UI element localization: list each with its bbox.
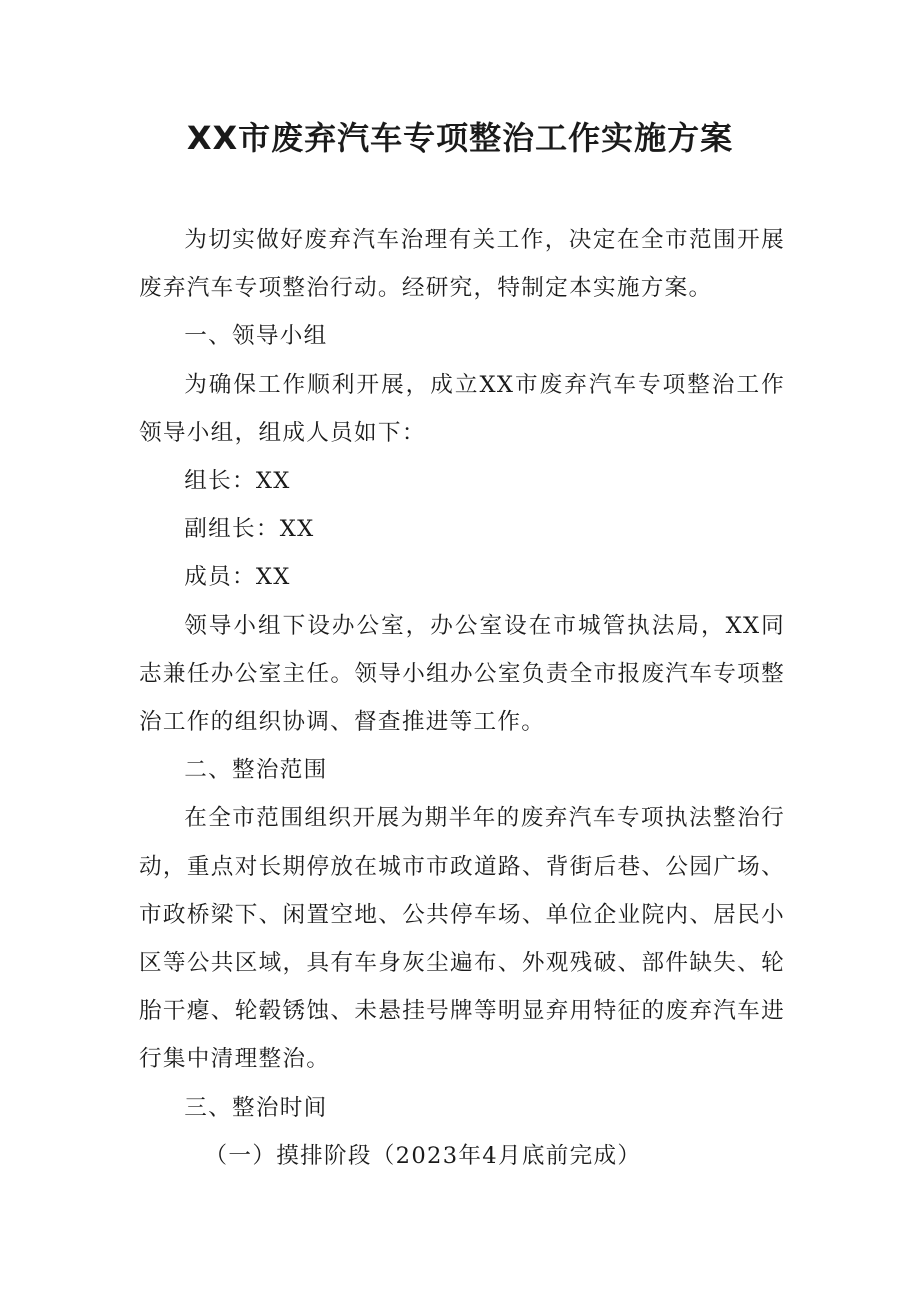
section-heading-scope: 二、整治范围 (184, 757, 328, 784)
document-title: XX市废弃汽车专项整治工作实施方案 (186, 119, 734, 157)
member-line: 成员：XX (184, 564, 291, 591)
member-line: 组长：XX (184, 468, 291, 495)
subsection-heading: （一）摸排阶段（2023年4月底前完成） (204, 1142, 642, 1169)
paragraph: 领导小组下设办公室，办公室设在市城管执法局，XX同志兼任办公室主任。领导小组办公室负责全市报废汽车专项整治工作的组织协调、督查推进等工作。 (139, 612, 785, 736)
paragraph: 为确保工作顺利开展，成立XX市废弃汽车专项整治工作领导小组，组成人员如下： (139, 371, 785, 446)
section-heading-leadership: 一、领导小组 (184, 323, 328, 350)
document-body (139, 216, 785, 1180)
paragraph: 在全市范围组织开展为期半年的废弃汽车专项执法整治行动，重点对长期停放在城市市政道路、背街后巷、公园广场、市政桥梁下、闲置空地、公共停车场、单位企业院内、居民小区等公共区域，具有车身灰尘遍布、外观残破、部件缺失、轮胎干瘪、轮毂锈蚀、未悬挂号牌等明显弃用特征的废弃汽车进行集中清理整治。 (139, 805, 785, 1073)
intro-paragraph: 为切实做好废弃汽车治理有关工作，决定在全市范围开展废弃汽车专项整治行动。经研究，特制定本实施方案。 (139, 227, 785, 302)
member-line: 副组长：XX (184, 516, 315, 543)
section-heading-time: 三、整治时间 (184, 1094, 328, 1121)
